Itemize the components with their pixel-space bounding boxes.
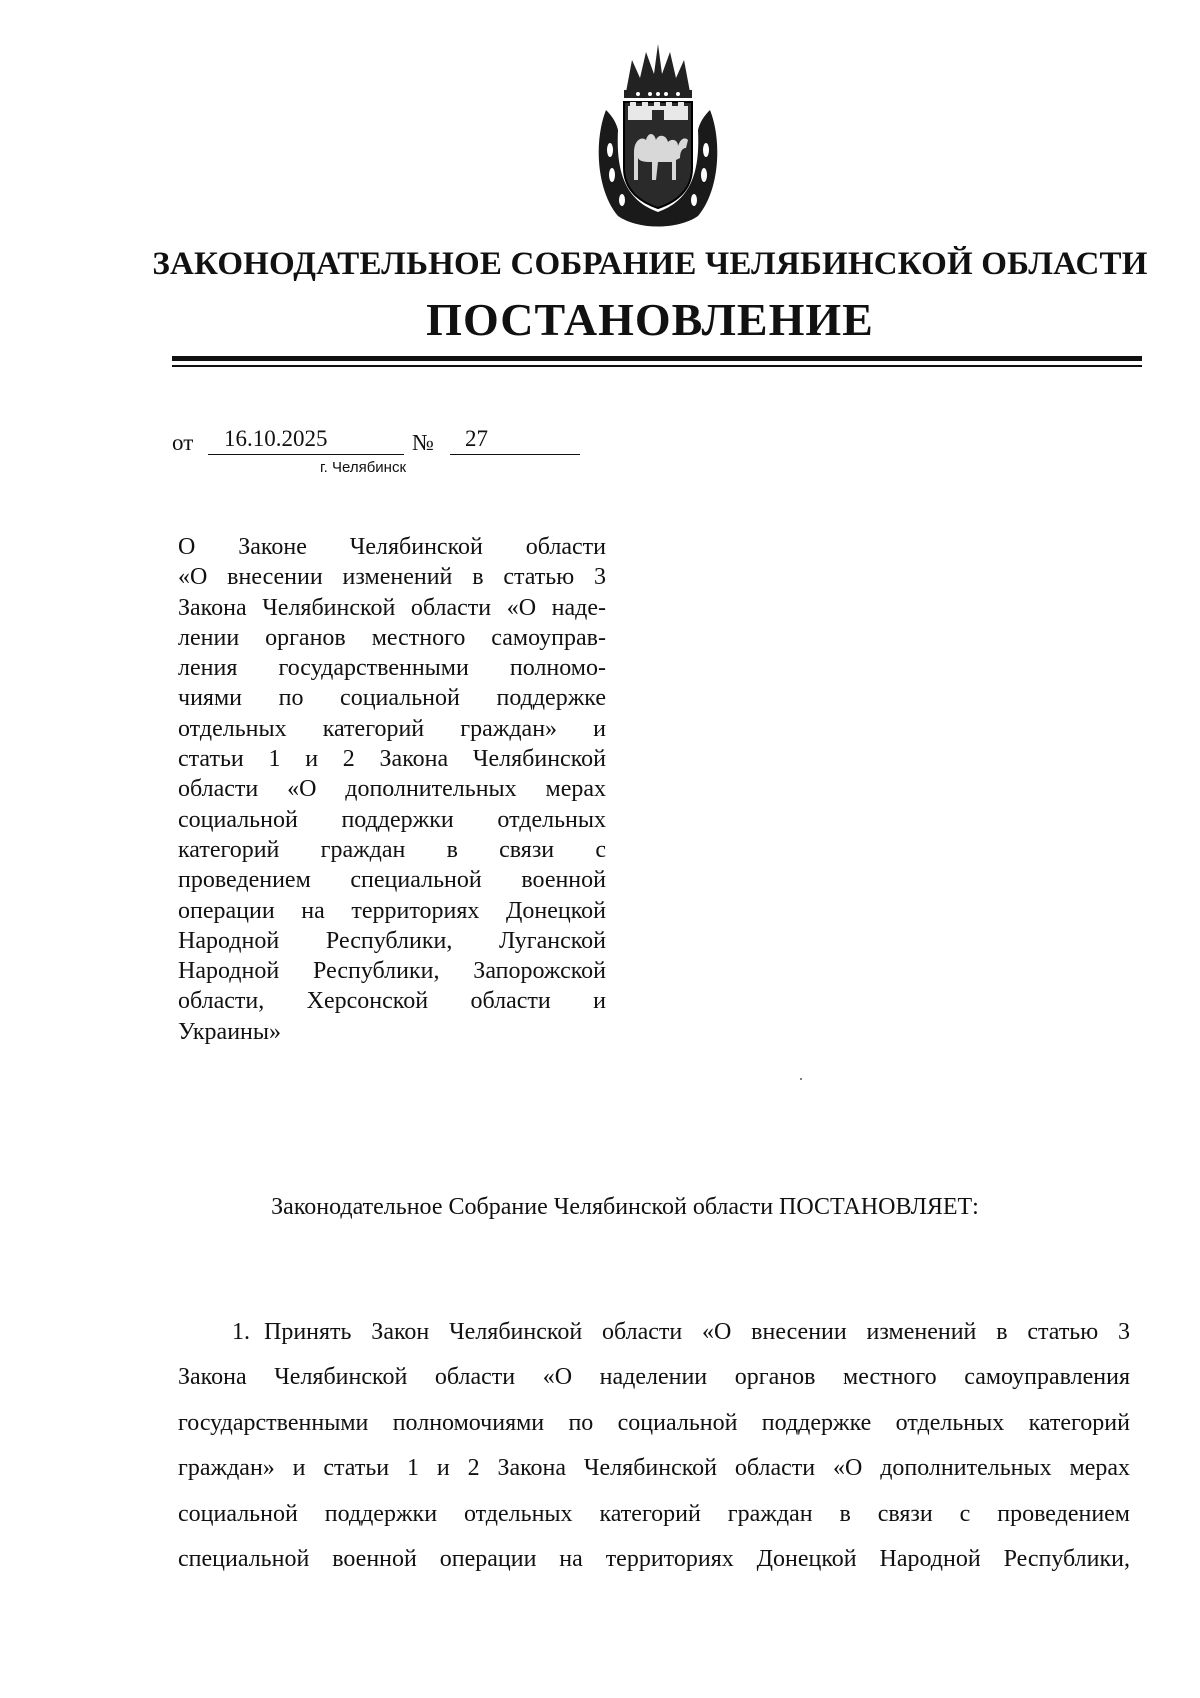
resolution-statement: Законодательное Собрание Челябинской области ПОСТАНОВЛЯЕТ: [271, 1194, 979, 1220]
subject-line: отдельных категорий граждан» и [178, 715, 606, 742]
item-line-text: Принять Закон Челябинской области «О внесении изменений в статью 3 [264, 1319, 1130, 1345]
subject-line: статьи 1 и 2 Закона Челябинской [178, 746, 606, 773]
subject-line: О Законе Челябинской области [178, 534, 606, 560]
date-prefix: от [172, 430, 194, 455]
issue-city: г. Челябинск [320, 459, 407, 476]
organization-title: ЗАКОНОДАТЕЛЬНОЕ СОБРАНИЕ ЧЕЛЯБИНСКОЙ ОБЛАСТИ [152, 246, 1148, 282]
item-number: 1. [232, 1319, 250, 1345]
subject-line: Закона Челябинской области «О наде- [178, 594, 606, 621]
document-date: 16.10.2025 [208, 424, 404, 455]
subject-line: проведением специальной военной [178, 867, 606, 894]
subject-line: области, Херсонской области и [178, 988, 606, 1015]
subject-line: области «О дополнительных мерах [178, 776, 606, 803]
item-line: граждан» и статьи 1 и 2 Закона Челябинской области «О дополнительных мерах [178, 1455, 1130, 1482]
subject-line: Народной Республики, Луганской [178, 927, 606, 954]
subject-line: ления государственными полномо- [178, 655, 606, 682]
subject-line: категорий граждан в связи с [178, 836, 606, 863]
subject-line: лении органов местного самоуправ- [178, 624, 606, 651]
document-subject [178, 532, 606, 1047]
number-label: № [412, 430, 434, 455]
item-line: специальной военной операции на территориях Донецкой Народной Республики, [178, 1546, 1130, 1573]
header-divider-thin [172, 365, 1142, 367]
subject-line: операции на территориях Донецкой [178, 897, 606, 924]
subject-line: чиями по социальной поддержке [178, 685, 606, 712]
subject-line: социальной поддержки отдельных [178, 806, 606, 833]
scan-speck [800, 1078, 802, 1080]
document-number: 27 [450, 424, 580, 455]
item-line [178, 1310, 1130, 1355]
subject-line: Украины» [178, 1018, 282, 1045]
item-line: государственными полномочиями по социальной поддержке отдельных категорий [178, 1409, 1130, 1436]
subject-line: «О внесении изменений в статью 3 [178, 564, 606, 591]
item-line: социальной поддержки отдельных категорий граждан в связи с проведением [178, 1500, 1130, 1527]
document-type-title: ПОСТАНОВЛЕНИЕ [426, 294, 874, 345]
subject-line: Народной Республики, Запорожской [178, 958, 606, 985]
resolution-item-1 [178, 1310, 1130, 1582]
chelyabinsk-coat-of-arms-icon [588, 40, 728, 232]
item-line: Закона Челябинской области «О наделении органов местного самоуправления [178, 1364, 1130, 1391]
header-divider-thick [172, 356, 1142, 361]
